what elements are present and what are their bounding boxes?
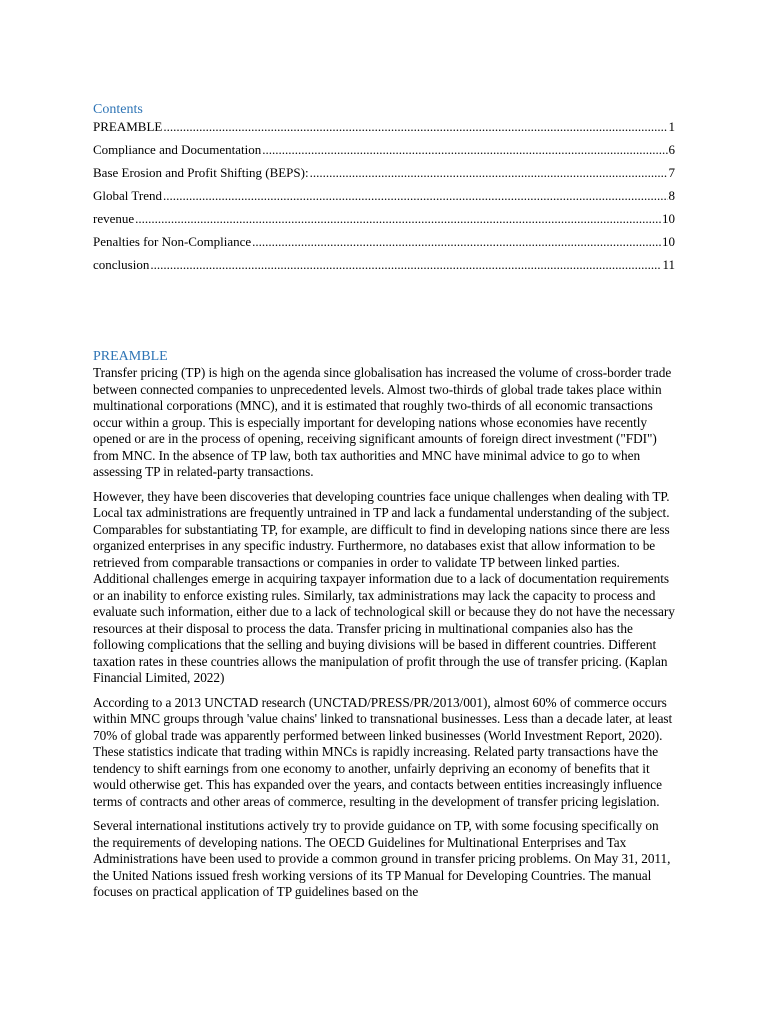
toc-dot-leader (310, 164, 668, 181)
toc-entry[interactable] (93, 256, 675, 273)
toc-entry[interactable] (93, 141, 675, 158)
toc-entry-title: Penalties for Non-Compliance (93, 234, 252, 249)
section-heading-preamble: PREAMBLE (93, 349, 168, 364)
toc-entry-title: conclusion (93, 257, 150, 272)
toc-entry-title: PREAMBLE (93, 119, 163, 134)
toc-entry-page: 10 (662, 211, 675, 226)
toc-entry-page: 7 (668, 165, 675, 180)
table-of-contents (93, 118, 675, 273)
body-paragraph: According to a 2013 UNCTAD research (UNCTAD/PRESS/PR/2013/001), almost 60% of commerce occurs within MNC groups through 'value chains' linked to transnational businesses. Less than a decade later, at least 70% of global trade was apparently performed between linked businesses (World Investment Report, 2020). These statistics indicate that trading within MNCs is rapidly increasing. Related party transactions have the tendency to shift earnings from one economy to another, unfairly depriving an economy of benefits that it would otherwise get. This has expanded over the years, and contacts between entities increasingly influence terms of contracts and other areas of commerce, resulting in the development of transfer pricing legislation. (93, 694, 673, 809)
toc-entry-title: Compliance and Documentation (93, 142, 262, 157)
toc-entry[interactable] (93, 118, 675, 135)
toc-entry[interactable] (93, 187, 675, 204)
toc-dot-leader (252, 233, 661, 250)
toc-entry-page: 1 (668, 119, 675, 134)
toc-entry-page: 11 (662, 257, 675, 272)
body-paragraph: Transfer pricing (TP) is high on the agenda since globalisation has increased the volume of cross-border trade between connected companies to unprecedented levels. Almost two-thirds of global trade takes place within multinational corporations (MNC), and it is estimated that roughly two-thirds of all economic transactions occur within a group. This is especially important for developing nations whose economies have recently opened or are in the process of opening, receiving significant amounts of foreign direct investment ("FDI") from MNC. In the absence of TP law, both tax authorities and MNC have minimal advice to go to when assessing TP in related-party transactions. (93, 365, 672, 479)
toc-entry[interactable] (93, 164, 675, 181)
toc-entry[interactable] (93, 210, 675, 227)
toc-entry-title: Global Trend (93, 188, 162, 203)
toc-dot-leader (163, 118, 667, 135)
toc-dot-leader (150, 256, 661, 273)
toc-entry-page: 6 (668, 142, 675, 157)
toc-entry-title: Base Erosion and Profit Shifting (BEPS): (93, 165, 309, 180)
toc-entry-page: 8 (668, 188, 675, 203)
body-paragraph: However, they have been discoveries that developing countries face unique challenges when dealing with TP. Local tax administrations are frequently untrained in TP and lack a fundamental understanding of the subject. Comparables for substantiating TP, for example, are difficult to find in developing nations since there are less organized enterprises in any specific industry. Furthermore, no databases exist that allow information to be retrieved from comparable transactions or companies in order to validate TP between linked parties. Additional challenges emerge in acquiring taxpayer information due to a lack of documentation requirements or an inability to enforce existing rules. Similarly, tax administrations may lack the capacity to process and evaluate such information, either due to a lack of technological skill or because they do not have the necessary resources at their disposal to process the data. Transfer pricing in multinational companies also has the following complications that the selling and buying divisions will be based in different countries. Different taxation rates in these countries allows the manipulation of profit through the use of transfer pricing. (Kaplan Financial Limited, 2022) (93, 488, 675, 685)
toc-entry-title: revenue (93, 211, 135, 226)
toc-entry[interactable] (93, 233, 675, 250)
toc-entry-page: 10 (662, 234, 675, 249)
toc-dot-leader (163, 187, 668, 204)
toc-heading: Contents (93, 102, 143, 117)
toc-dot-leader (262, 141, 667, 158)
document-body (93, 101, 675, 909)
toc-dot-leader (135, 210, 661, 227)
body-paragraph: Several international institutions actively try to provide guidance on TP, with some focusing specifically on the requirements of developing nations. The OECD Guidelines for Multinational Enterprises and Tax Administrations have been used to provide a common ground in transfer pricing problems. On May 31, 2011, the United Nations issued fresh working versions of its TP Manual for Developing Countries. The manual focuses on practical application of TP guidelines based on the (93, 818, 671, 899)
